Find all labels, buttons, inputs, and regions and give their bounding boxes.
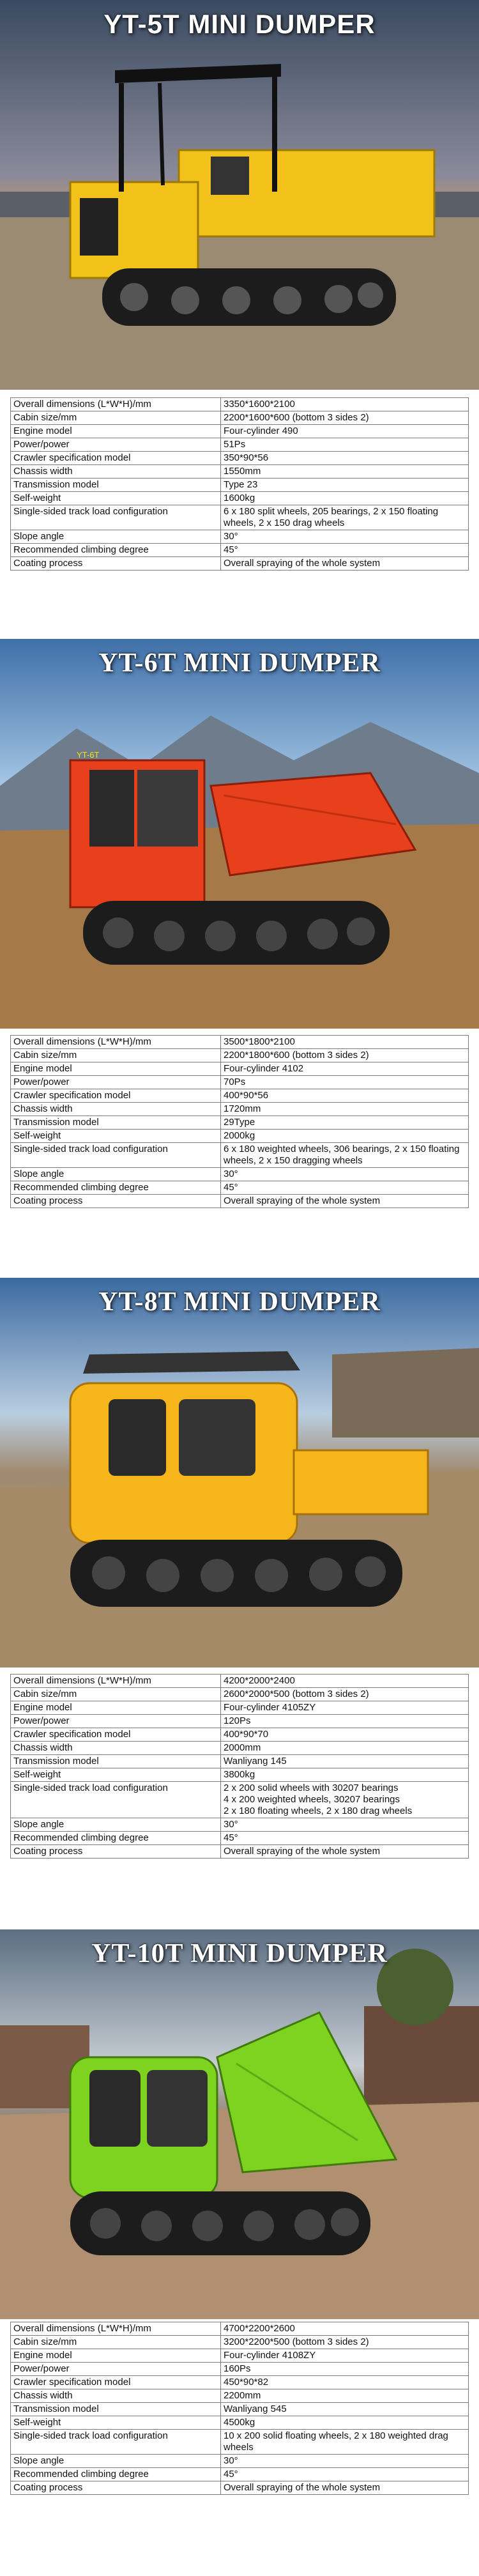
spec-label: Transmission model [11, 1116, 221, 1130]
spec-label: Power/power [11, 1076, 221, 1089]
spec-label: Overall dimensions (L*W*H)/mm [11, 1036, 221, 1049]
spec-label: Crawler specification model [11, 1089, 221, 1103]
spec-label: Recommended climbing degree [11, 1181, 221, 1195]
spec-label: Self-weight [11, 492, 221, 505]
spec-value: 1720mm [221, 1103, 469, 1116]
spec-value: 2200*1800*600 (bottom 3 sides 2) [221, 1049, 469, 1062]
spec-value: 2 x 200 solid wheels with 30207 bearings 4 x 200 weighted wheels, 30207 bearings 2 x 180 floating wheels, 2 x 180 drag wheels [221, 1782, 469, 1818]
table-row [11, 1195, 469, 1208]
table-row [11, 425, 469, 438]
table-row [11, 492, 469, 505]
spec-label: Power/power [11, 1715, 221, 1728]
spec-value: 3500*1800*2100 [221, 1036, 469, 1049]
spec-label: Recommended climbing degree [11, 1832, 221, 1845]
table-row [11, 557, 469, 571]
spec-value: 160Ps [221, 2363, 469, 2376]
table-row [11, 1688, 469, 1701]
table-row [11, 1062, 469, 1076]
spec-label: Chassis width [11, 1742, 221, 1755]
table-row [11, 2468, 469, 2481]
table-row [11, 411, 469, 425]
table-row [11, 2336, 469, 2349]
product-section-yt6 [0, 639, 479, 1278]
spec-label: Coating process [11, 557, 221, 571]
spec-value: Wanliyang 145 [221, 1755, 469, 1768]
spec-value: Wanliyang 545 [221, 2403, 469, 2416]
spec-label: Crawler specification model [11, 452, 221, 465]
spec-label: Single-sided track load configuration [11, 505, 221, 530]
spec-value: 350*90*56 [221, 452, 469, 465]
spec-label: Engine model [11, 1701, 221, 1715]
spec-label: Power/power [11, 438, 221, 452]
table-row [11, 544, 469, 557]
table-row [11, 1143, 469, 1168]
spec-label: Cabin size/mm [11, 2336, 221, 2349]
dumper-illustration-yt6 [0, 639, 479, 1029]
table-row [11, 1089, 469, 1103]
spec-label: Single-sided track load configuration [11, 1782, 221, 1818]
spec-label: Crawler specification model [11, 2376, 221, 2389]
spec-value: 30° [221, 2455, 469, 2468]
spec-value: 3350*1600*2100 [221, 398, 469, 411]
table-row [11, 1845, 469, 1859]
spec-value: 45° [221, 544, 469, 557]
spec-value: 450*90*82 [221, 2376, 469, 2389]
spec-value: 2200mm [221, 2389, 469, 2403]
spec-label: Self-weight [11, 1768, 221, 1782]
spec-label: Chassis width [11, 1103, 221, 1116]
spec-label: Chassis width [11, 465, 221, 479]
spec-label: Cabin size/mm [11, 1688, 221, 1701]
spec-value: 6 x 180 weighted wheels, 306 bearings, 2 x 150 floating wheels, 2 x 150 dragging wheels [221, 1143, 469, 1168]
spec-label: Cabin size/mm [11, 1049, 221, 1062]
table-row [11, 2430, 469, 2455]
spec-value: 3200*2200*500 (bottom 3 sides 2) [221, 2336, 469, 2349]
spec-value: 2000kg [221, 1130, 469, 1143]
table-row [11, 1832, 469, 1845]
hero-image-yt8 [0, 1278, 479, 1667]
table-row [11, 1675, 469, 1688]
table-row [11, 505, 469, 530]
spec-label: Slope angle [11, 1818, 221, 1832]
table-row [11, 2376, 469, 2389]
spec-value: Overall spraying of the whole system [221, 1195, 469, 1208]
table-row [11, 438, 469, 452]
spec-label: Chassis width [11, 2389, 221, 2403]
spec-label: Overall dimensions (L*W*H)/mm [11, 398, 221, 411]
spec-value: 2000mm [221, 1742, 469, 1755]
table-row [11, 1728, 469, 1742]
spec-label: Crawler specification model [11, 1728, 221, 1742]
spec-label: Slope angle [11, 1168, 221, 1181]
table-row [11, 1701, 469, 1715]
table-row [11, 2363, 469, 2376]
table-row [11, 530, 469, 544]
product-section-yt5 [0, 0, 479, 639]
table-row [11, 1076, 469, 1089]
table-row [11, 1168, 469, 1181]
table-row [11, 2455, 469, 2468]
table-row [11, 1818, 469, 1832]
spec-value: Overall spraying of the whole system [221, 1845, 469, 1859]
spec-value: 400*90*70 [221, 1728, 469, 1742]
spec-value: 45° [221, 1181, 469, 1195]
spec-value: 30° [221, 530, 469, 544]
spec-table-yt10 [10, 2322, 469, 2495]
table-row [11, 1181, 469, 1195]
spec-value: 51Ps [221, 438, 469, 452]
table-row [11, 1049, 469, 1062]
spec-table-yt5 [10, 397, 469, 571]
spec-value: 400*90*56 [221, 1089, 469, 1103]
spec-label: Slope angle [11, 530, 221, 544]
spec-value: Four-cylinder 4108ZY [221, 2349, 469, 2363]
spec-label: Self-weight [11, 2416, 221, 2430]
spec-value: Type 23 [221, 479, 469, 492]
spec-value: 30° [221, 1818, 469, 1832]
table-row [11, 2349, 469, 2363]
spec-label: Power/power [11, 2363, 221, 2376]
table-row [11, 1742, 469, 1755]
hero-title-yt8: YT-8T MINI DUMPER [98, 1287, 381, 1317]
dumper-illustration-yt10 [0, 1929, 479, 2319]
spec-value: 45° [221, 1832, 469, 1845]
spec-value: 70Ps [221, 1076, 469, 1089]
spec-label: Slope angle [11, 2455, 221, 2468]
table-row [11, 398, 469, 411]
table-row [11, 479, 469, 492]
spec-value: Four-cylinder 490 [221, 425, 469, 438]
table-row [11, 1116, 469, 1130]
spec-value: 3800kg [221, 1768, 469, 1782]
hero-image-yt10 [0, 1929, 479, 2319]
spec-label: Self-weight [11, 1130, 221, 1143]
spec-value: 45° [221, 2468, 469, 2481]
spec-label: Coating process [11, 1845, 221, 1859]
spec-value: Overall spraying of the whole system [221, 557, 469, 571]
spec-value: 4700*2200*2600 [221, 2322, 469, 2336]
spec-label: Overall dimensions (L*W*H)/mm [11, 1675, 221, 1688]
spec-value: 2600*2000*500 (bottom 3 sides 2) [221, 1688, 469, 1701]
spec-value: 10 x 200 solid floating wheels, 2 x 180 weighted drag wheels [221, 2430, 469, 2455]
spec-label: Engine model [11, 1062, 221, 1076]
spec-label: Transmission model [11, 1755, 221, 1768]
spec-value: Four-cylinder 4102 [221, 1062, 469, 1076]
spec-label: Cabin size/mm [11, 411, 221, 425]
hero-image-yt5 [0, 0, 479, 390]
dumper-illustration-yt8 [0, 1278, 479, 1667]
product-section-yt8 [0, 1278, 479, 1917]
spec-value: 2200*1600*600 (bottom 3 sides 2) [221, 411, 469, 425]
table-row [11, 2481, 469, 2495]
spec-label: Overall dimensions (L*W*H)/mm [11, 2322, 221, 2336]
spec-value: 29Type [221, 1116, 469, 1130]
hero-image-yt6 [0, 639, 479, 1029]
spec-label: Coating process [11, 2481, 221, 2495]
table-row [11, 1755, 469, 1768]
table-row [11, 2389, 469, 2403]
spec-label: Recommended climbing degree [11, 544, 221, 557]
spec-value: 1600kg [221, 492, 469, 505]
spec-value: 1550mm [221, 465, 469, 479]
table-row [11, 452, 469, 465]
table-row [11, 1715, 469, 1728]
spec-value: 4200*2000*2400 [221, 1675, 469, 1688]
table-row [11, 2416, 469, 2430]
spec-value: Four-cylinder 4105ZY [221, 1701, 469, 1715]
hero-title-yt6: YT-6T MINI DUMPER [98, 648, 381, 678]
spec-label: Coating process [11, 1195, 221, 1208]
product-section-yt10 [0, 1929, 479, 2576]
table-row [11, 1130, 469, 1143]
table-row [11, 1782, 469, 1818]
spec-label: Recommended climbing degree [11, 2468, 221, 2481]
table-row [11, 2403, 469, 2416]
table-row [11, 1036, 469, 1049]
spec-value: 4500kg [221, 2416, 469, 2430]
spec-table-yt6 [10, 1035, 469, 1208]
spec-label: Transmission model [11, 479, 221, 492]
hero-title-yt10: YT-10T MINI DUMPER [91, 1939, 388, 1968]
spec-label: Single-sided track load configuration [11, 1143, 221, 1168]
spec-label: Engine model [11, 2349, 221, 2363]
cab-plate-text: YT-6T [77, 750, 100, 760]
table-row [11, 465, 469, 479]
spec-label: Engine model [11, 425, 221, 438]
table-row [11, 1768, 469, 1782]
spec-value: 30° [221, 1168, 469, 1181]
spec-value: Overall spraying of the whole system [221, 2481, 469, 2495]
spec-label: Single-sided track load configuration [11, 2430, 221, 2455]
hero-title-yt5: YT-5T MINI DUMPER [103, 9, 376, 39]
spec-label: Transmission model [11, 2403, 221, 2416]
spec-value: 6 x 180 split wheels, 205 bearings, 2 x 150 floating wheels, 2 x 150 drag wheels [221, 505, 469, 530]
spec-table-yt8 [10, 1674, 469, 1859]
table-row [11, 1103, 469, 1116]
spec-value: 120Ps [221, 1715, 469, 1728]
table-row [11, 2322, 469, 2336]
dumper-illustration-yt5 [0, 0, 479, 390]
